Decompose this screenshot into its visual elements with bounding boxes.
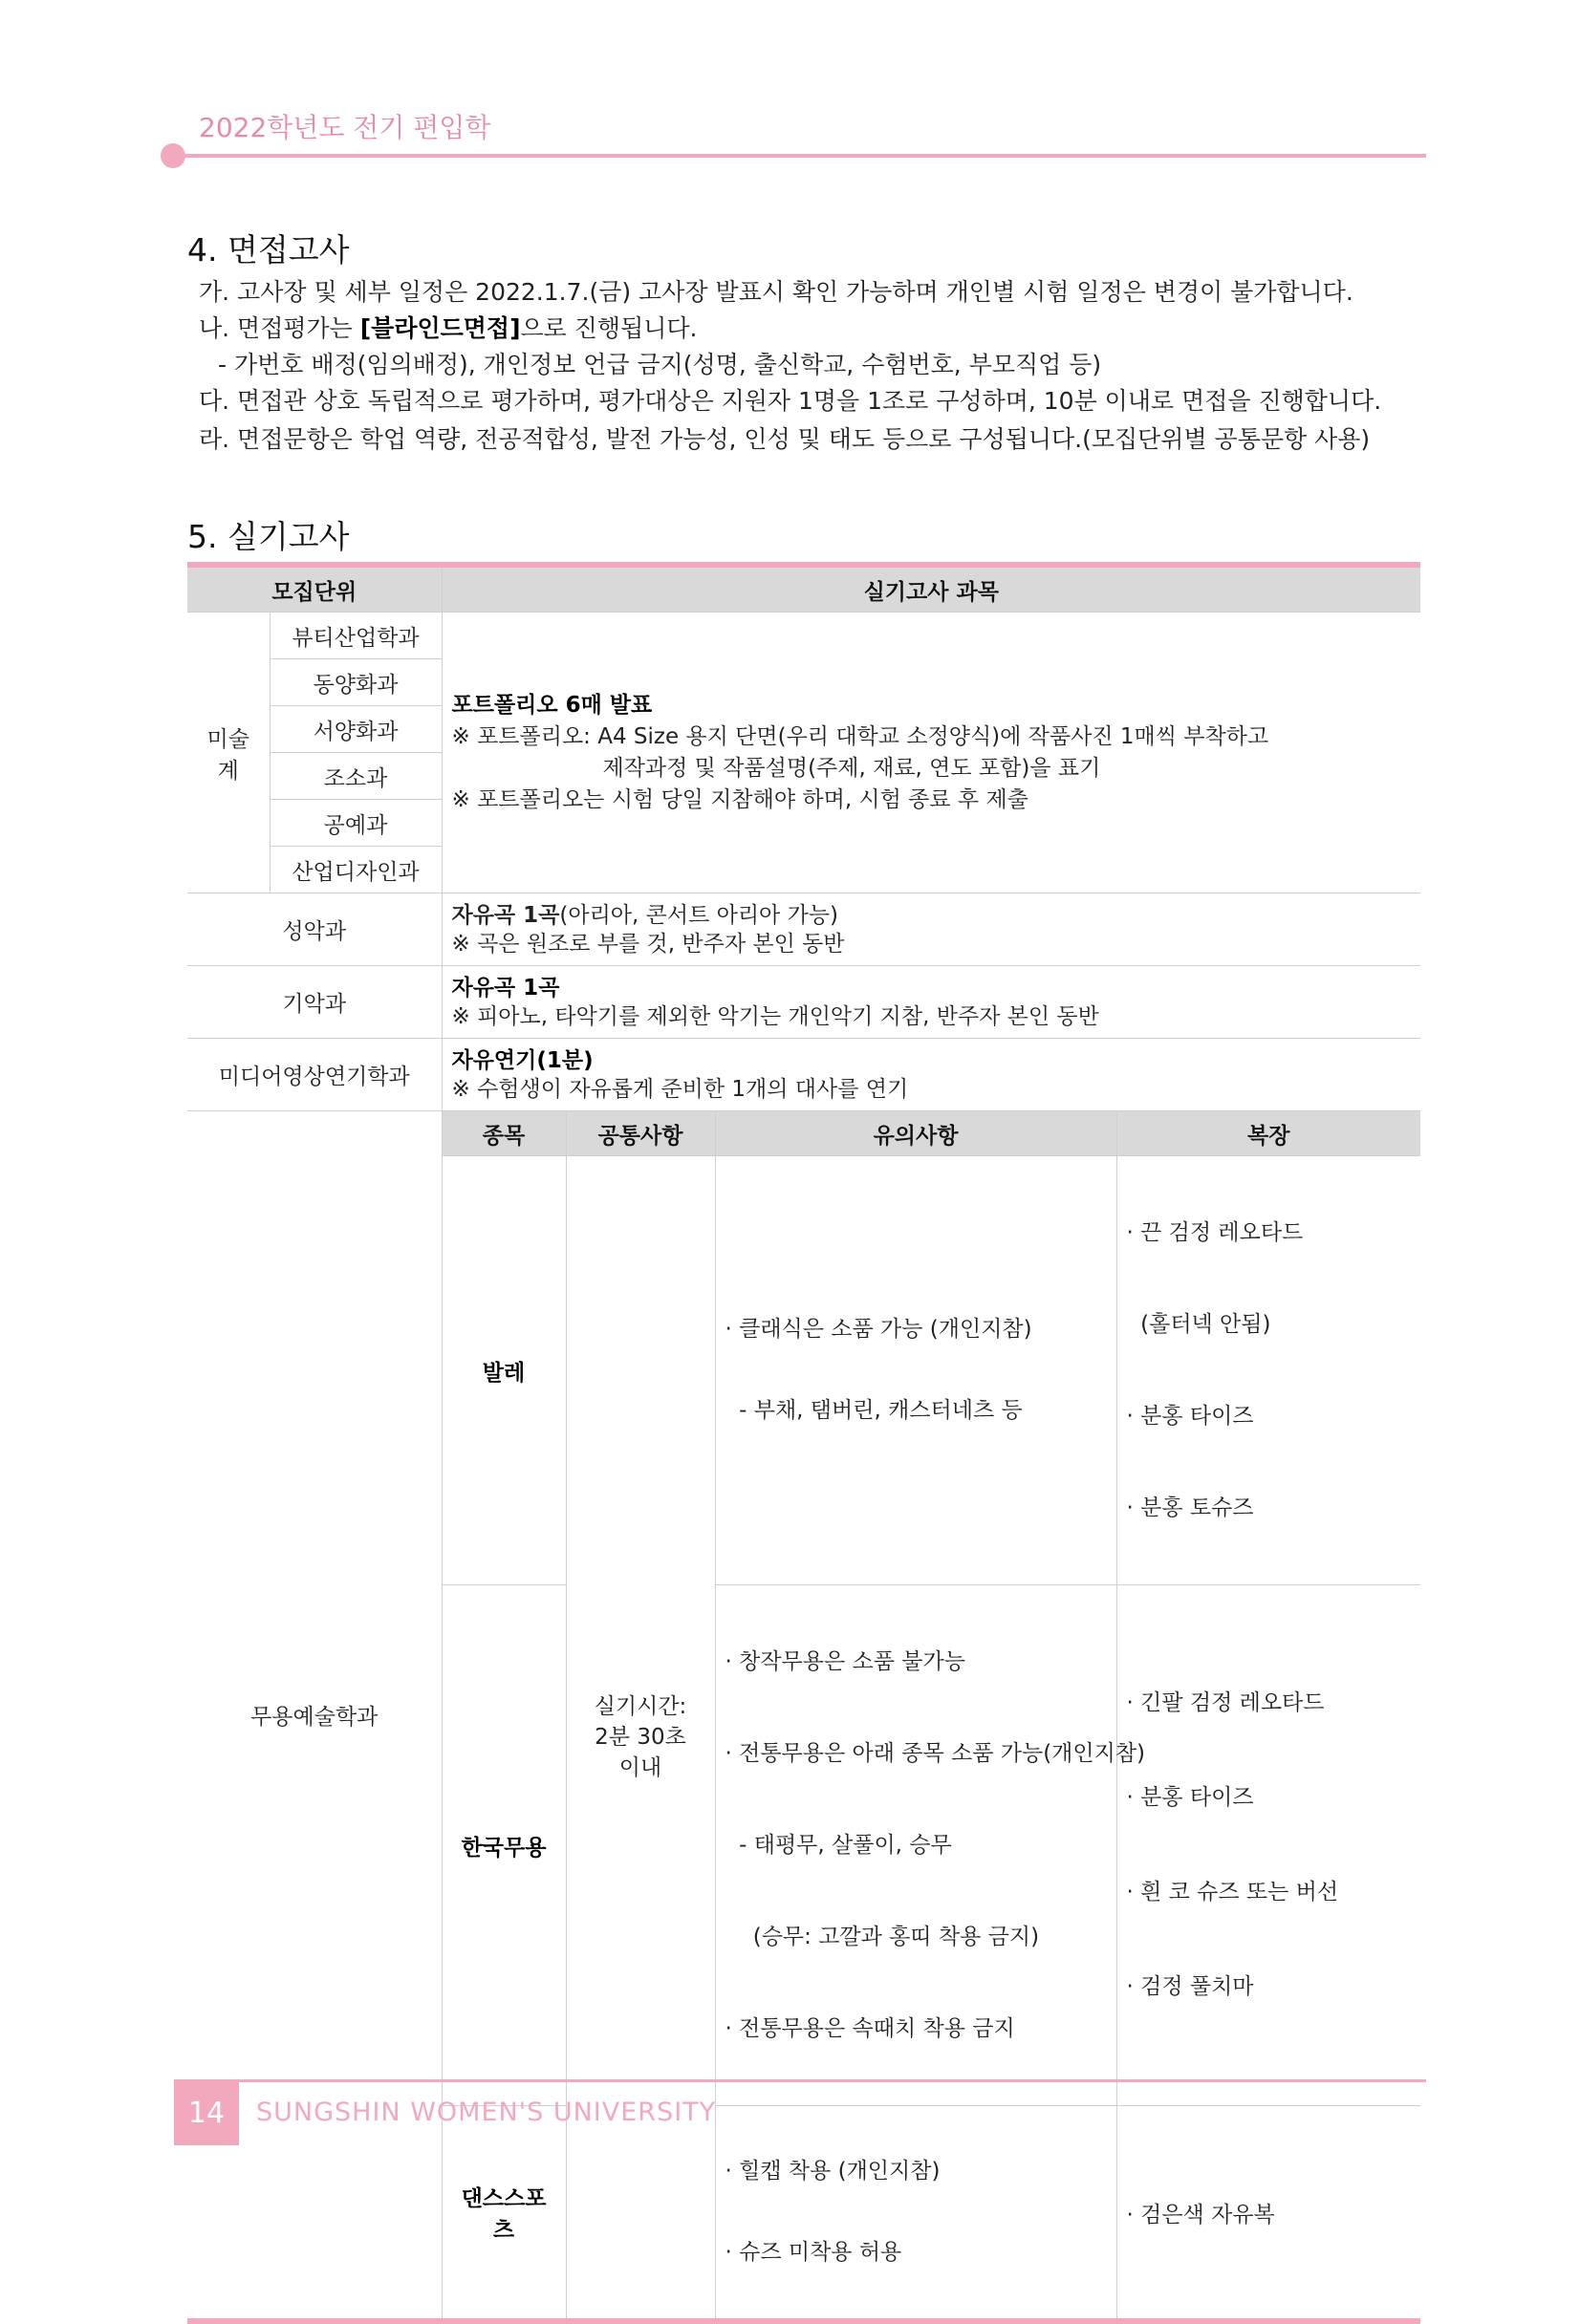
acting-line-2: ※ 수험생이 자유롭게 준비한 1개의 대사를 연기 bbox=[451, 1076, 909, 1102]
dance-common-line-3: 이내 bbox=[618, 1755, 662, 1780]
art-line-2: ※ 포트폴리오: A4 Size 용지 단면(우리 대학교 소정양식)에 작품사진 1매씩 부착하고 bbox=[451, 723, 1269, 749]
dance-header-costume: 복장 bbox=[1116, 1111, 1420, 1156]
header-rule bbox=[172, 154, 1426, 158]
vocal-subject bbox=[442, 893, 1420, 966]
dance-header-notes: 유의사항 bbox=[715, 1111, 1116, 1156]
acting-line-1: 자유연기(1분) bbox=[451, 1047, 594, 1073]
instrument-line-1: 자유곡 1곡 bbox=[451, 975, 560, 1001]
art-line-1: 포트폴리오 6매 발표 bbox=[451, 692, 653, 718]
art-dept-oriental: 동양화과 bbox=[270, 659, 442, 706]
korean-note-2: · 전통무용은 아래 종목 소품 가능(개인지참) bbox=[725, 1741, 1146, 1766]
dance-costume-korean bbox=[1116, 1585, 1420, 2106]
ballet-note-1: · 클래식은 소품 가능 (개인지참) bbox=[725, 1317, 1032, 1342]
ballet-costume-4: · 분홍 토슈즈 bbox=[1126, 1496, 1254, 1520]
instrument-line-2: ※ 피아노, 타악기를 제외한 악기는 개인악기 지참, 반주자 본인 동반 bbox=[451, 1003, 1099, 1029]
header-subject: 실기고사 과목 bbox=[442, 565, 1420, 613]
practical-exam-table bbox=[187, 562, 1420, 2324]
dance-common-line-1: 실기시간: bbox=[594, 1694, 687, 1719]
footer-rule bbox=[174, 2079, 1426, 2082]
ballet-costume-1: · 끈 검정 레오타드 bbox=[1126, 1220, 1304, 1245]
art-dept-western: 서양화과 bbox=[270, 706, 442, 753]
interview-item-na-tail: 으로 진행됩니다. bbox=[520, 314, 698, 342]
korean-note-5: · 전통무용은 속때치 착용 금지 bbox=[725, 2016, 1015, 2041]
art-dept-sculpture: 조소과 bbox=[270, 753, 442, 800]
ballet-costume-3: · 분홍 타이즈 bbox=[1126, 1404, 1254, 1429]
interview-item-da: 다. 면접관 상호 독립적으로 평가하며, 평가대상은 지원자 1명을 1조로 구성하며, 10분 이내로 면접을 진행합니다. bbox=[199, 387, 1382, 415]
interview-item-ra: 라. 면접문항은 학업 역량, 전공적합성, 발전 가능성, 인성 및 태도 등으로 구성됩니다.(모집단위별 공통문항 사용) bbox=[199, 425, 1371, 453]
vocal-dept: 성악과 bbox=[187, 893, 442, 966]
dance-header-common: 공통사항 bbox=[566, 1111, 715, 1156]
dancesport-note-2: · 슈즈 미착용 허용 bbox=[725, 2240, 902, 2265]
dance-notes-ballet bbox=[715, 1156, 1116, 1585]
art-dept-beauty: 뷰티산업학과 bbox=[270, 613, 442, 659]
korean-note-1: · 창작무용은 소품 불가능 bbox=[725, 1649, 965, 1674]
art-dept-industrial-design: 산업디자인과 bbox=[270, 847, 442, 893]
instrument-subject bbox=[442, 966, 1420, 1039]
interview-item-na-text: 나. 면접평가는 bbox=[199, 314, 360, 342]
art-line-3: 제작과정 및 작품설명(주제, 재료, 연도 포함)을 표기 bbox=[602, 755, 1101, 781]
blind-interview-label: [블라인드면접] bbox=[359, 314, 521, 342]
dance-event-ballet: 발레 bbox=[442, 1156, 566, 1585]
interview-item-na bbox=[199, 310, 697, 344]
header-title: 2022학년도 전기 편입학 bbox=[199, 112, 491, 143]
acting-dept: 미디어영상연기학과 bbox=[187, 1039, 442, 1111]
art-line-4: ※ 포트폴리오는 시험 당일 지참해야 하며, 시험 종료 후 제출 bbox=[451, 786, 1028, 812]
korean-costume-4: · 검정 풀치마 bbox=[1126, 1974, 1254, 1999]
header-unit: 모집단위 bbox=[187, 565, 442, 613]
dancesport-costume-1: · 검은색 자유복 bbox=[1126, 2202, 1275, 2227]
dance-notes-korean bbox=[715, 1585, 1146, 2106]
dance-event-dancesport: 댄스스포츠 bbox=[442, 2106, 566, 2322]
dancesport-note-1: · 힐캡 착용 (개인지참) bbox=[725, 2159, 941, 2184]
korean-note-4: (승무: 고깔과 홍띠 착용 금지) bbox=[725, 1925, 1040, 1949]
dance-costume-dancesport bbox=[1116, 2106, 1420, 2322]
interview-item-na-sub: - 가번호 배정(임의배정), 개인정보 언급 금지(성명, 출신학교, 수험번호, 부모직업 등) bbox=[218, 351, 1102, 378]
korean-note-3: - 태평무, 살풀이, 승무 bbox=[725, 1833, 952, 1858]
ballet-costume-2: (홀터넥 안됨) bbox=[1126, 1312, 1271, 1337]
korean-costume-3: · 흰 코 슈즈 또는 버선 bbox=[1126, 1880, 1339, 1904]
dance-event-korean: 한국무용 bbox=[442, 1585, 566, 2106]
dance-notes-dancesport bbox=[715, 2106, 1116, 2322]
ballet-note-2: - 부채, 탬버린, 캐스터네츠 등 bbox=[725, 1398, 1023, 1423]
page-number: 14 bbox=[174, 2082, 239, 2145]
footer-university: SUNGSHIN WOMEN'S UNIVERSITY bbox=[256, 2098, 717, 2127]
art-subject bbox=[442, 613, 1420, 893]
dance-header-event: 종목 bbox=[442, 1111, 566, 1156]
dance-dept: 무용예술학과 bbox=[187, 1111, 442, 2322]
instrument-dept: 기악과 bbox=[187, 966, 442, 1039]
vocal-line-1: 자유곡 1곡 bbox=[451, 902, 560, 928]
section-4-title: 4. 면접고사 bbox=[187, 231, 350, 269]
art-group-label: 미술계 bbox=[187, 613, 270, 893]
dance-common-line-2: 2분 30초 bbox=[595, 1725, 686, 1750]
dance-common bbox=[566, 1156, 715, 2322]
section-5-title: 5. 실기고사 bbox=[187, 518, 350, 555]
interview-item-ga: 가. 고사장 및 세부 일정은 2022.1.7.(금) 고사장 발표시 확인 가능하며 개인별 시험 일정은 변경이 불가합니다. bbox=[199, 278, 1353, 306]
dance-costume-ballet bbox=[1116, 1156, 1420, 1585]
korean-costume-1: · 긴팔 검정 레오타드 bbox=[1126, 1690, 1325, 1715]
acting-subject bbox=[442, 1039, 1420, 1111]
art-dept-craft: 공예과 bbox=[270, 800, 442, 847]
vocal-line-2: ※ 곡은 원조로 부를 것, 반주자 본인 동반 bbox=[451, 931, 845, 957]
vocal-line-1b: (아리아, 콘서트 아리아 가능) bbox=[559, 902, 838, 928]
korean-costume-2: · 분홍 타이즈 bbox=[1126, 1785, 1254, 1810]
